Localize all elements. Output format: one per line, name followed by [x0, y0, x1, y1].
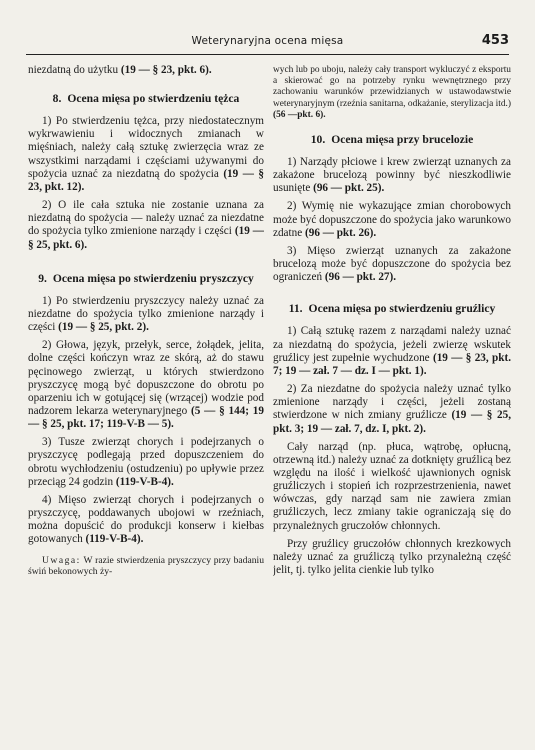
paragraph-text: 2) Głowa, język, przełyk, serce, żołądek, jelita, dolne części kończyn wraz ze skórą, aż do stawu pęcinowego zwierząt, u których stwierdzono pryszczycę mogą być dopuszczone do obrotu po oparzeniu ich w gotującej się (wrzącej) wodzie pod nadzorem lekarza weterynaryjnego [28, 339, 264, 417]
citation: (5 — § 144; 19 — § 25, pkt. 17; 119-V-B — 5). [28, 404, 264, 431]
note-paragraph [28, 555, 264, 578]
section-number: 11. [288, 302, 303, 316]
paragraph-9-4 [28, 494, 264, 547]
page-number: 453 [481, 33, 509, 48]
paragraph-text: 2) Za niezdatne do spożycia należy uznać tylko zmienione narządy i części, jeżeli zostaną stwierdzone w nich zmiany gruźlicze [273, 383, 511, 422]
section-number: 8. [52, 92, 62, 106]
paragraph-text: Przy gruźlicy gruczołów chłonnych krezkowych należy uznać za gruźliczą tylko przynależną część jelit, tj. tylko jelita cienkie lub tylko [273, 537, 511, 577]
section-heading-10 [277, 133, 507, 147]
section-title: Ocena mięsa po stwierdzeniu pryszczycy [52, 271, 254, 285]
left-column [28, 64, 264, 744]
paragraph-9-3 [28, 436, 264, 489]
paragraph-text: niezdatną do użytku [28, 64, 121, 76]
paragraph-8-1 [28, 115, 264, 194]
section-title: Ocena mięsa po stwierdzeniu tężca [67, 92, 240, 106]
section-title: Ocena mięsa przy brucelozie [331, 133, 474, 147]
paragraph-9-2 [28, 339, 264, 431]
citation: (96 — pkt. 25). [313, 182, 385, 195]
paragraph-9-1 [28, 295, 264, 334]
paragraph-10-3 [273, 245, 511, 284]
citation: (96 — pkt. 27). [324, 271, 397, 284]
citation: (56 —pkt. 6). [273, 109, 326, 120]
citation: (19 — § 23, pkt. 7; 19 — zał. 7 — dz. I — pkt. 1). [273, 351, 511, 377]
section-title: Ocena mięsa po stwierdzeniu gruźlicy [308, 302, 496, 316]
citation: (19 — § 25, pkt. 2). [58, 321, 149, 334]
paragraph-text: 3) Tusze zwierząt chorych i podejrzanych o pryszczycę podlegają przed dopuszczeniem do obrotu wychłodzeniu (ostudzeniu) po upływie przez przeciąg 24 godzin [28, 436, 264, 488]
section-number: 10. [310, 133, 326, 147]
running-head: Weterynaryjna ocena mięsa [191, 35, 344, 47]
paragraph-8-2 [28, 199, 264, 252]
paragraph-10-1 [273, 156, 511, 195]
citation: (19 — § 23, pkt. 6). [120, 64, 212, 76]
paragraph-text: 2) Wymię nie wykazujące zmian chorobowych może być dopuszczone do spożycia jako warunkowo zdatne [273, 200, 511, 239]
note-label: Uwaga: [42, 554, 81, 566]
citation: (19 — § 25, pkt. 6). [28, 225, 264, 251]
paragraph-text: 4) Mięso zwierząt chorych i podejrzanych o pryszczycę, poddawanych ubojowi w rzeźniach, można dopuścić do produkcji konserw i kiełbas gotowanych [28, 493, 264, 546]
paragraph-text: 3) Mięso zwierząt uznanych za zakażone brucelozą może być dopuszczone do spożycia bez ograniczeń [273, 244, 511, 284]
citation: (19 — § 23, pkt. 12). [28, 167, 264, 193]
paragraph-text: Cały narząd (np. płuca, wątrobę, opłucną, otrzewną itd.) należy uznać za dotknięty gruźlicą bez względu na ilość i wielkość ujawnionych ognisk gruźliczych i stopień ich rozprzestrzenienia, nawet wówczas, gdy narząd sam nie zawiera zmian gruźliczych, lecz zmiany takie ograniczają się do przynależnych gruczołów chłonnych. [273, 440, 511, 532]
paragraph-11-1 [273, 325, 511, 378]
paragraph-11-3 [273, 441, 511, 533]
page-header [26, 34, 509, 55]
right-column [273, 64, 511, 744]
note-continuation [273, 65, 511, 121]
paragraph-10-2 [273, 200, 511, 239]
citation: (119-V-B-4). [115, 475, 174, 488]
paragraph-text: 2) O ile cała sztuka nie zostanie uznana za niezdatną do spożycia — należy uznać za niezdatne do spożycia tylko zmienione narządy i części [28, 199, 264, 238]
section-number: 9. [38, 271, 47, 285]
paragraph-text: 1) Całą sztukę razem z narządami należy uznać za niezdatną do spożycia, jeżeli zwierzę wskutek gruźlicy jest zupełnie wychudzone [273, 325, 511, 364]
section-heading-8 [32, 92, 260, 106]
paragraph-11-2 [273, 383, 511, 436]
paragraph-11-4 [273, 538, 511, 577]
note-text: W razie stwierdzenia pryszczycy przy badaniu świń bekonowych ży- [28, 554, 264, 578]
continuation-paragraph [28, 64, 264, 77]
citation: (96 — pkt. 26). [305, 226, 377, 239]
paragraph-text: 1) Narządy płciowe i krew zwierząt uznanych za zakażone brucelozą powinny być nieszkodliwie usunięte [273, 156, 511, 195]
paragraph-text: 1) Po stwierdzeniu pryszczycy należy uznać za niezdatne do spożycia tylko zmienione narządy i części [28, 294, 264, 334]
note-text: wych lub po uboju, należy cały transport wykluczyć z eksportu a skierować go na potrzeby rynku wewnętrznego przy zachowaniu warunków przewidzianych w ustawodawstwie weterynaryjnym (rzeźnia sanitarna, odkażanie, sterylizacja itd.) [273, 65, 511, 109]
paragraph-text: 1) Po stwierdzeniu tężca, przy niedostatecznym wykrwawieniu i widocznych zmianach w mięśniach, należy całą sztukę zwierzęcia wraz ze wszystkimi narządami i częściami używanymi do spożycia uznać za niezdatną do spożycia [28, 115, 264, 180]
section-heading-9 [32, 272, 260, 286]
citation: (19 — § 25, pkt. 3; 19 — zał. 7, dz. I, pkt. 2). [273, 409, 511, 435]
citation: (119-V-B-4). [85, 533, 144, 546]
section-heading-11 [277, 302, 507, 316]
